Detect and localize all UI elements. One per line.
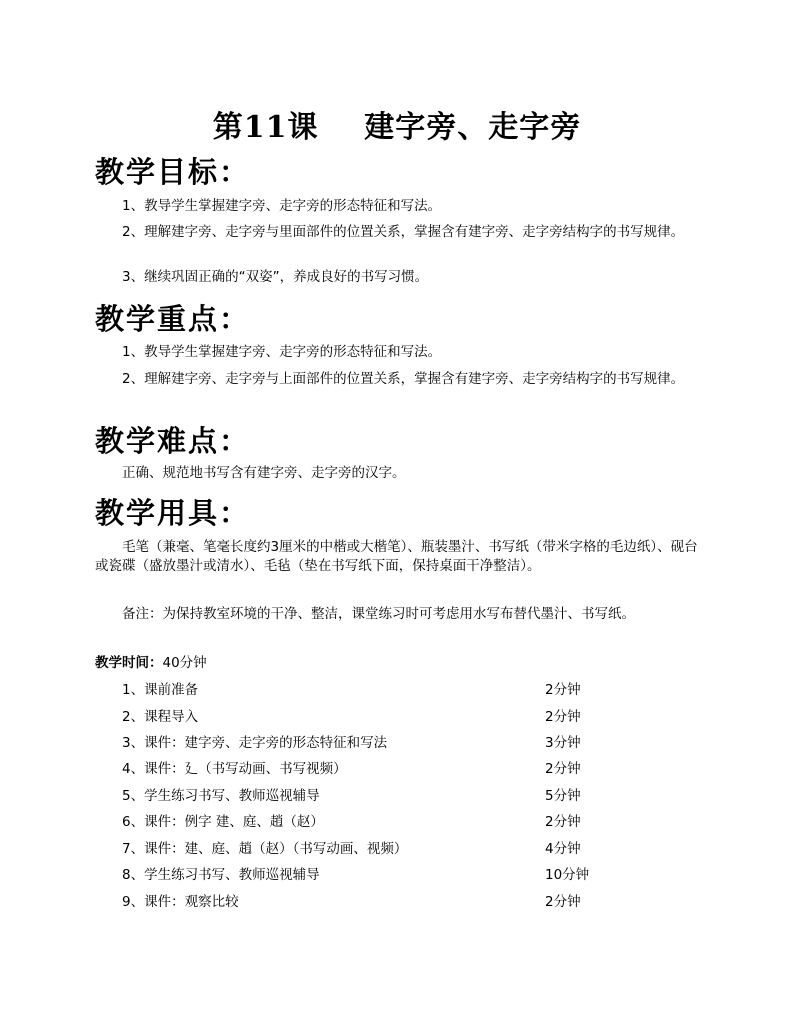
lesson-title: 第11课 建字旁、走字旁 [212,110,582,145]
schedule-item: 6、课件：例字 建、庭、趙（赵） [122,814,324,830]
goals-item: 2、理解建字旁、走字旁与里面部件的位置关系，掌握含有建字旁、走字旁结构字的书写规律。 [122,224,685,240]
schedule-duration: 5分钟 [545,788,581,804]
difficulties-heading: 教学难点： [95,424,251,458]
schedule-row [0,837,794,857]
schedule-duration: 3分钟 [545,735,581,751]
schedule-item: 1、课前准备 [122,682,199,698]
schedule-duration: 2分钟 [545,814,581,830]
schedule-row [0,863,794,883]
schedule-duration: 2分钟 [545,761,581,777]
schedule-duration: 10分钟 [545,867,590,883]
schedule-duration: 4分钟 [545,841,581,857]
schedule-item: 9、课件：观察比较 [122,894,239,910]
schedule-row [0,784,794,804]
tools-item: 毛笔（兼毫、笔毫长度约3厘米的中楷或大楷笔）、瓶装墨汁、书写纸（带米字格的毛边纸）、砚台或瓷碟（盛放墨汁或清水）、毛毡（垫在书写纸下面，保持桌面干净整洁）。 [95,539,698,574]
goals-item: 3、继续巩固正确的“双姿”，养成良好的书写习惯。 [122,269,429,285]
teaching-time-label: 教学时间： [95,655,163,671]
key-points-item: 1、教导学生掌握建字旁、走字旁的形态特征和写法。 [122,344,442,360]
key-points-heading: 教学重点： [95,302,251,336]
goals-heading: 教学目标： [95,155,251,189]
schedule-item: 2、课程导入 [122,709,199,725]
schedule-item: 7、课件：建、庭、趙（赵）（书写动画、视频） [122,841,408,857]
schedule-duration: 2分钟 [545,709,581,725]
schedule-row [0,810,794,830]
schedule-item: 5、学生练习书写、教师巡视辅导 [122,788,320,804]
tools-heading: 教学用具： [95,496,251,530]
schedule-item: 3、课件：建字旁、走字旁的形态特征和写法 [122,735,388,751]
difficulties-item: 正确、规范地书写含有建字旁、走字旁的汉字。 [122,465,406,481]
schedule-row [0,705,794,725]
tools-note: 备注：为保持教室环境的干净、整洁，课堂练习时可考虑用水写布替代墨汁、书写纸。 [122,606,635,622]
schedule-row [0,757,794,777]
teaching-time-total: 40分钟 [162,655,207,671]
schedule-row [0,678,794,698]
schedule-item: 4、课件：廴（书写动画、书写视频） [122,761,347,777]
schedule-duration: 2分钟 [545,894,581,910]
schedule-row [0,890,794,910]
key-points-item: 2、理解建字旁、走字旁与上面部件的位置关系，掌握含有建字旁、走字旁结构字的书写规律。 [122,371,685,387]
teaching-time [95,651,207,671]
schedule-duration: 2分钟 [545,682,581,698]
schedule-item: 8、学生练习书写、教师巡视辅导 [122,867,320,883]
schedule-row [0,731,794,751]
goals-item: 1、教导学生掌握建字旁、走字旁的形态特征和写法。 [122,198,442,214]
